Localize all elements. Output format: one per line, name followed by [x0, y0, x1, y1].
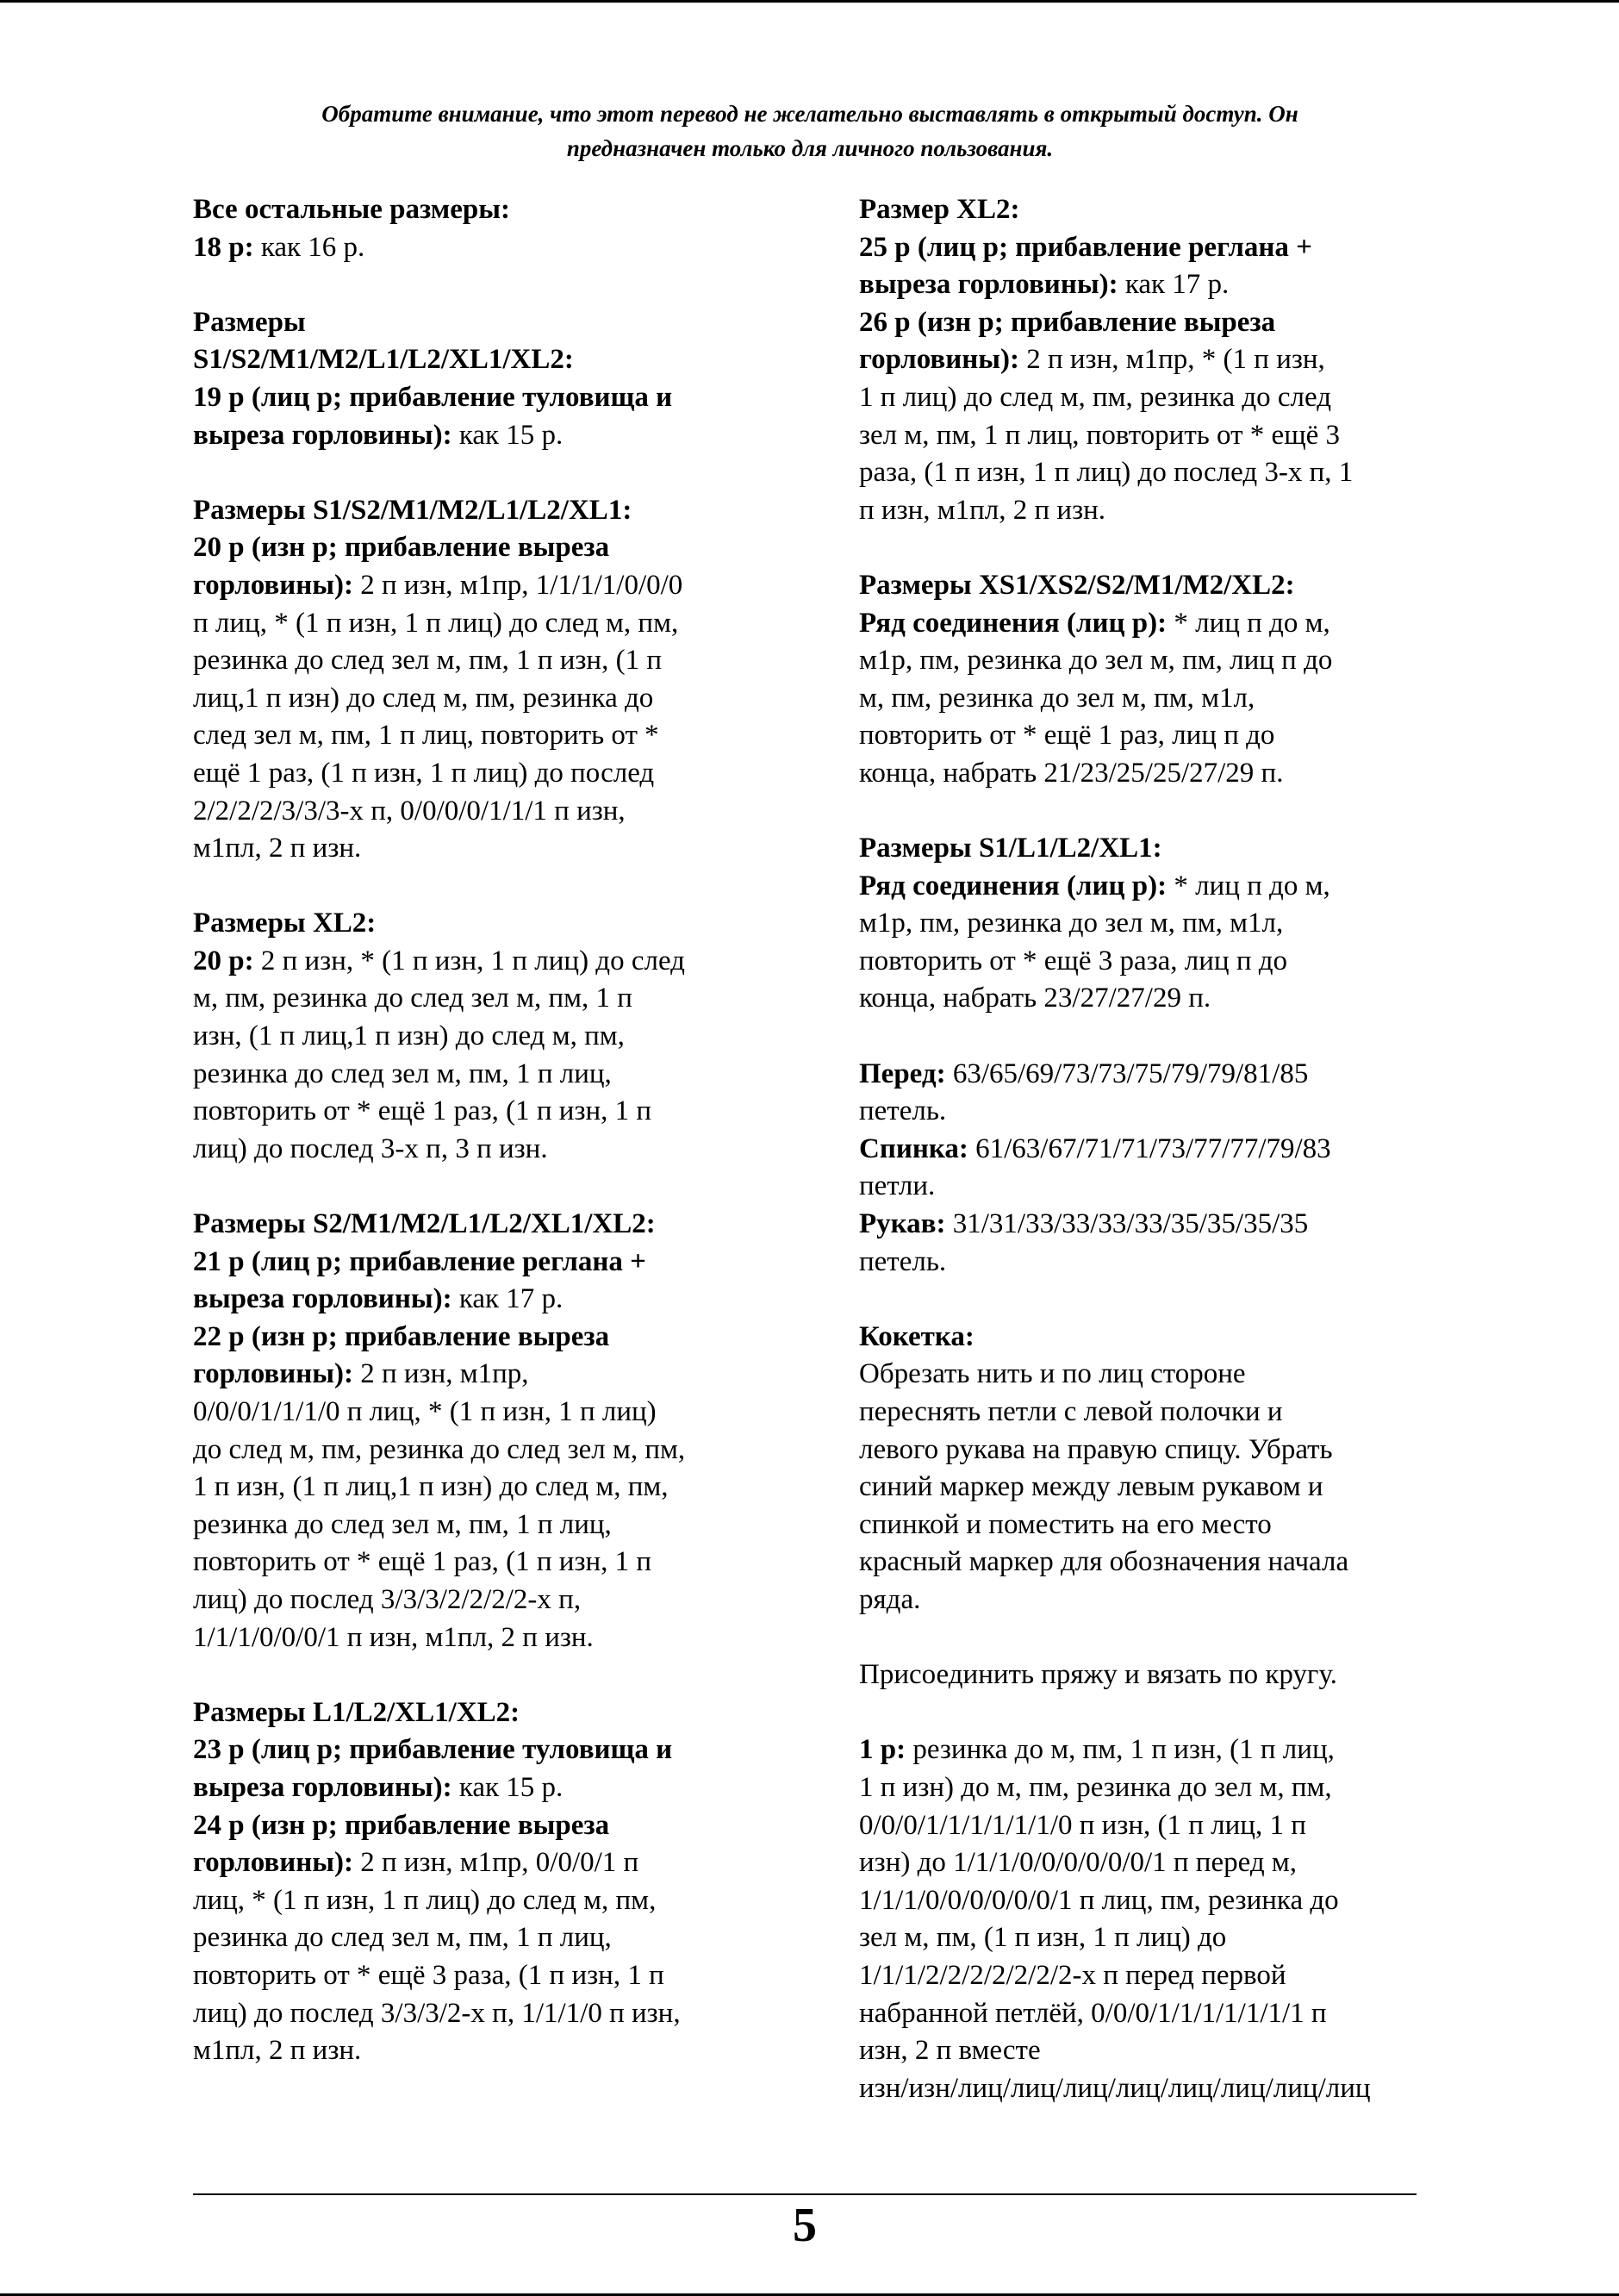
text-line: зел м, пм, 1 п лиц, повторить от * ещё 3 [859, 419, 1341, 451]
text-line [193, 943, 788, 981]
text-line: м1пл, 2 п изн. [193, 2035, 362, 2067]
notice-line: Обратите внимание, что этот перевод не желательно выставлять в открытый доступ. Он [321, 101, 1298, 127]
row-text: резинка до м, пм, 1 п изн, (1 п лиц, [906, 1734, 1335, 1766]
block-stitch-counts [859, 1056, 1441, 1282]
row-label: Рукав: [859, 1208, 946, 1240]
text-line: красный маркер для обозначения начала [859, 1546, 1349, 1578]
row-label: 22 р (изн р; прибавление выреза [193, 1320, 610, 1352]
row-text: как 17 р. [1118, 269, 1230, 301]
text-line: лиц,1 п изн) до след м, пм, резинка до [193, 682, 654, 714]
section-heading: Размеры L1/L2/XL1/XL2: [193, 1696, 520, 1728]
text-line: м, пм, резинка до зел м, пм, м1л, [859, 682, 1255, 714]
page-number: 5 [793, 2199, 817, 2252]
text-line: левого рукава на правую спицу. Убрать [859, 1433, 1333, 1465]
row-label: выреза горловины): [193, 1283, 452, 1315]
row-label: 21 р (лиц р; прибавление реглана + [193, 1245, 646, 1277]
left-column [193, 191, 788, 2107]
private-use-notice [198, 97, 1422, 165]
text-line [859, 341, 1441, 379]
text-line [859, 605, 1441, 643]
row-label: 26 р (изн р; прибавление выреза [859, 306, 1276, 338]
text-line: резинка до след зел м, пм, 1 п лиц, [193, 1922, 612, 1954]
section-heading: Размеры XL2: [193, 908, 377, 939]
section-heading: Размеры S2/M1/M2/L1/L2/XL1/XL2: [193, 1208, 656, 1240]
text-line: резинка до след зел м, пм, 1 п лиц, [193, 1058, 612, 1089]
block-sizes-row-19 [193, 304, 788, 454]
row-label: 20 р: [193, 945, 254, 976]
text-line: до след м, пм, резинка до след зел м, пм, [193, 1433, 686, 1465]
row-label: выреза горловины): [859, 269, 1118, 301]
row-label: горловины): [859, 344, 1019, 376]
page-top-border [0, 0, 1619, 3]
text-line: 1 п изн, (1 п лиц,1 п изн) до след м, пм, [193, 1471, 669, 1503]
row-text: как 16 р. [253, 231, 365, 263]
row-label: 19 р (лиц р; прибавление туловища и [193, 381, 673, 413]
text-line: 0/0/0/1/1/1/0 п лиц, * (1 п изн, 1 п лиц) [193, 1396, 657, 1427]
text-line: 1/1/1/2/2/2/2/2/2/2-х п перед первой [859, 1959, 1286, 1991]
row-label: 23 р (лиц р; прибавление туловища и [193, 1734, 673, 1766]
text-line: лиц) до послед 3-х п, 3 п изн. [193, 1132, 548, 1164]
row-label: Ряд соединения (лиц р): [859, 607, 1168, 639]
block-size-xl2-rows-25-26 [859, 191, 1441, 529]
row-text: 2 п изн, м1пр, 1/1/1/1/0/0/0 [352, 569, 683, 601]
text-line: 1 п изн) до м, пм, резинка до зел м, пм, [859, 1771, 1332, 1803]
row-text: * лиц п до м, [1167, 607, 1330, 639]
row-text: * лиц п до м, [1167, 870, 1330, 902]
row-label: 20 р (изн р; прибавление выреза [193, 532, 610, 564]
row-label: 1 р: [859, 1734, 906, 1766]
text-line: повторить от * ещё 3 раза, (1 п изн, 1 п [193, 1959, 664, 1991]
text-line: след зел м, пм, 1 п лиц, повторить от * [193, 720, 659, 752]
section-heading: Размеры [193, 306, 306, 338]
text-line: резинка до след зел м, пм, 1 п лиц, [193, 1508, 612, 1540]
row-label: 25 р (лиц р; прибавление реглана + [859, 231, 1312, 263]
section-heading: Кокетка: [859, 1320, 975, 1352]
block-join-round [859, 1656, 1441, 1694]
text-line: набранной петлёй, 0/0/0/1/1/1/1/1/1/1 п [859, 1997, 1327, 2029]
row-text: 61/63/67/71/71/73/77/77/79/83 [968, 1132, 1331, 1164]
text-line: резинка до след зел м, пм, 1 п изн, (1 п [193, 645, 662, 677]
row-label: Ряд соединения (лиц р): [859, 870, 1168, 902]
text-line [193, 229, 788, 267]
text-line: петель. [859, 1245, 947, 1277]
text-line: 1/1/1/0/0/0/0/0/0/1 п лиц, пм, резинка до [859, 1884, 1339, 1916]
text-line: ряда. [859, 1583, 921, 1615]
text-line [193, 417, 788, 455]
text-line: лиц) до послед 3/3/3/2/2/2/2-х п, [193, 1583, 582, 1615]
block-sizes-rows-21-22 [193, 1206, 788, 1656]
text-line: 0/0/0/1/1/1/1/1/1/0 п изн, (1 п лиц, 1 п [859, 1809, 1306, 1841]
row-label: горловины): [193, 569, 353, 601]
text-line: Присоединить пряжу и вязать по кругу. [859, 1659, 1337, 1691]
text-line: изн) до 1/1/1/0/0/0/0/0/0/1 п перед м, [859, 1847, 1298, 1879]
text-line [859, 1731, 1441, 1769]
block-joining-row-group-1 [859, 567, 1441, 793]
row-text: 2 п изн, м1пр, * (1 п изн, [1018, 344, 1325, 376]
section-heading: Размеры S1/S2/M1/M2/L1/L2/XL1: [193, 494, 632, 526]
text-line: м1р, пм, резинка до зел м, пм, м1л, [859, 908, 1284, 939]
row-label: 24 р (изн р; прибавление выреза [193, 1809, 610, 1841]
text-line: п лиц, * (1 п изн, 1 п лиц) до след м, пм, [193, 607, 679, 639]
text-line: конца, набрать 21/23/25/25/27/29 п. [859, 757, 1284, 789]
section-heading: Все остальные размеры: [193, 194, 511, 225]
text-line: изн, (1 п лиц,1 п изн) до след м, пм, [193, 1020, 625, 1052]
row-label: Перед: [859, 1058, 946, 1089]
text-line: повторить от * ещё 1 раз, лиц п до [859, 720, 1275, 752]
text-line: 1/1/1/0/0/0/1 п изн, м1пл, 2 п изн. [193, 1621, 594, 1653]
text-line: конца, набрать 23/27/27/29 п. [859, 983, 1211, 1014]
text-line: изн, 2 п вместе [859, 2035, 1041, 2067]
section-heading: Размеры S1/L1/L2/XL1: [859, 833, 1162, 864]
text-line [193, 1769, 788, 1807]
text-line: повторить от * ещё 3 раза, лиц п до [859, 945, 1288, 976]
text-line: синий маркер между левым рукавом и [859, 1471, 1323, 1503]
row-text: как 15 р. [451, 419, 564, 451]
row-text: как 17 р. [451, 1283, 564, 1315]
text-line: петель. [859, 1095, 947, 1127]
row-label: 18 р: [193, 231, 254, 263]
row-text: 2 п изн, м1пр, [352, 1358, 529, 1390]
row-text: 31/31/33/33/33/33/35/35/35/35 [945, 1208, 1309, 1240]
text-line: повторить от * ещё 1 раз, (1 п изн, 1 п [193, 1095, 652, 1127]
text-line: п изн, м1пл, 2 п изн. [859, 494, 1106, 526]
text-line: петли. [859, 1170, 936, 1202]
block-joining-row-group-2 [859, 830, 1441, 1018]
row-label: горловины): [193, 1358, 353, 1390]
row-text: 63/65/69/73/73/75/79/79/81/85 [945, 1058, 1309, 1089]
row-text: 2 п изн, м1пр, 0/0/0/1 п [352, 1847, 639, 1879]
text-line [193, 1356, 788, 1394]
text-line: спинкой и поместить на его место [859, 1508, 1272, 1540]
block-sizes-row-20 [193, 492, 788, 868]
block-sizes-rows-23-24 [193, 1694, 788, 2070]
row-text: как 15 р. [451, 1771, 564, 1803]
row-label: выреза горловины): [193, 1771, 452, 1803]
text-line [193, 1844, 788, 1882]
text-line: раза, (1 п изн, 1 п лиц) до послед 3-х п, 1 [859, 457, 1354, 489]
text-line: повторить от * ещё 1 раз, (1 п изн, 1 п [193, 1546, 652, 1578]
footer-divider [193, 2193, 1417, 2195]
text-line: Обрезать нить и по лиц стороне [859, 1358, 1246, 1390]
right-column [859, 191, 1441, 2145]
text-line [193, 567, 788, 605]
text-line: лиц, * (1 п изн, 1 п лиц) до след м, пм, [193, 1884, 657, 1916]
text-line: переснять петли с левой полочки и [859, 1396, 1283, 1427]
text-line: 1 п лиц) до след м, пм, резинка до след [859, 381, 1332, 413]
text-line [859, 1206, 1441, 1244]
text-line: изн/изн/лиц/лиц/лиц/лиц/лиц/лиц/лиц/лиц [859, 2072, 1371, 2104]
text-line [859, 1131, 1441, 1169]
text-line: м, пм, резинка до след зел м, пм, 1 п [193, 983, 632, 1014]
row-label: Спинка: [859, 1132, 968, 1164]
text-line: м1пл, 2 п изн. [193, 833, 362, 864]
text-line: 2/2/2/2/3/3/3-х п, 0/0/0/0/1/1/1 п изн, [193, 795, 626, 827]
row-label: горловины): [193, 1847, 353, 1879]
notice-line: предназначен только для личного пользования. [566, 135, 1054, 161]
text-line: м1р, пм, резинка до зел м, пм, лиц п до [859, 645, 1333, 677]
section-heading: Размеры XS1/XS2/S2/M1/M2/XL2: [859, 569, 1295, 601]
text-line [193, 1281, 788, 1319]
section-heading: S1/S2/M1/M2/L1/L2/XL1/XL2: [193, 344, 574, 376]
text-line [859, 266, 1441, 304]
block-yoke [859, 1319, 1441, 1619]
row-label: выреза горловины): [193, 419, 452, 451]
block-round-1 [859, 1731, 1441, 2107]
block-other-sizes [193, 191, 788, 266]
text-line: ещё 1 раз, (1 п изн, 1 п лиц) до послед [193, 757, 655, 789]
row-text: 2 п изн, * (1 п изн, 1 п лиц) до след [253, 945, 685, 976]
text-line [859, 868, 1441, 906]
block-size-xl2-row-20 [193, 905, 788, 1168]
section-heading: Размер XL2: [859, 194, 1020, 225]
text-line: лиц) до послед 3/3/3/2-х п, 1/1/1/0 п изн, [193, 1997, 681, 2029]
text-line: зел м, пм, (1 п изн, 1 п лиц) до [859, 1922, 1227, 1954]
text-line [859, 1056, 1441, 1094]
